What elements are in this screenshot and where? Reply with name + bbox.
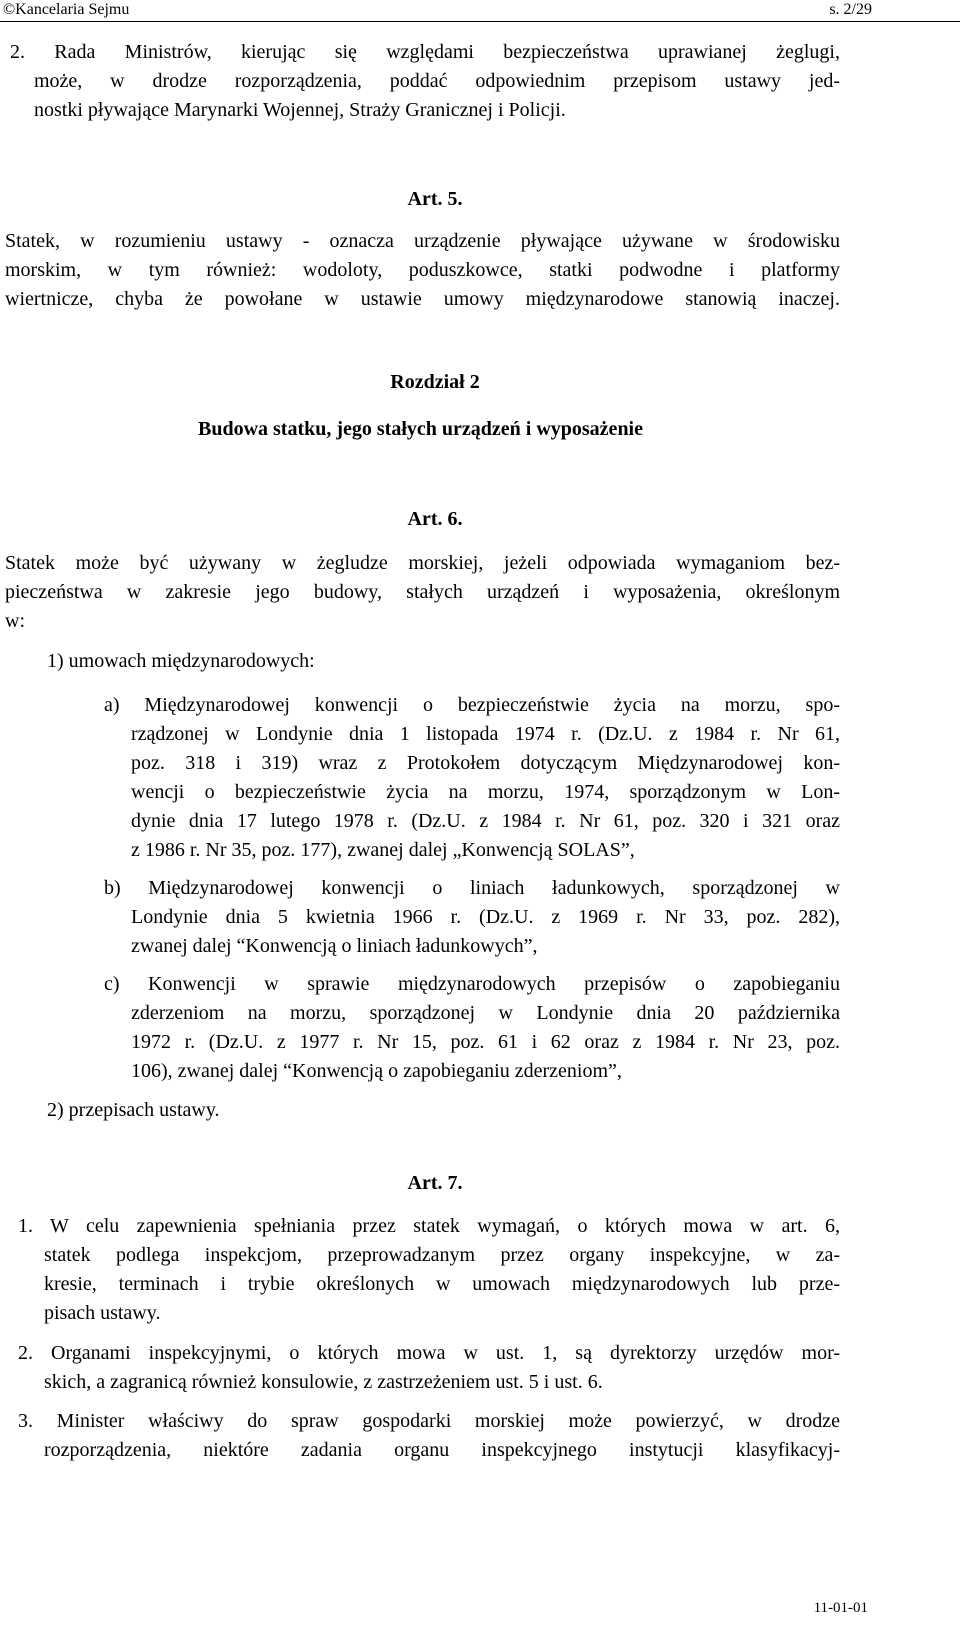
text-line: z 1986 r. Nr 35, poz. 177), zwanej dalej „Konwencją SOLAS”, — [131, 839, 635, 861]
text-line: 3. Minister właściwy do spraw gospodarki morskiej może powierzyć, w drodze — [18, 1410, 840, 1432]
text-line: 106), zwanej dalej “Konwencją o zapobieganiu zderzeniom”, — [131, 1060, 622, 1082]
text-line: zwanej dalej “Konwencją o liniach ładunkowych”, — [131, 935, 538, 957]
article-7-paragraph-1 — [18, 1212, 840, 1328]
page-header — [0, 0, 960, 24]
text-line: poz. 318 i 319) wraz z Protokołem dotyczącym Międzynarodowej kon- — [131, 752, 840, 774]
text-line: morskim, w tym również: wodoloty, poduszkowce, statki podwodne i platformy — [5, 259, 840, 281]
text-line: 1) umowach międzynarodowych: — [47, 650, 315, 672]
text-line: b) Międzynarodowej konwencji o liniach ładunkowych, sporządzonej w — [104, 877, 840, 899]
text-line: statek podlega inspekcjom, przeprowadzanym przez organy inspekcyjne, w za- — [44, 1244, 840, 1266]
text-line: 1972 r. (Dz.U. z 1977 r. Nr 15, poz. 61 i 62 oraz z 1984 r. Nr 23, poz. — [131, 1031, 840, 1053]
article-7-paragraph-3 — [18, 1407, 840, 1465]
text-line: Statek może być używany w żegludze morskiej, jeżeli odpowiada wymaganiom bez- — [5, 552, 840, 574]
text-line: c) Konwencji w sprawie międzynarodowych przepisów o zapobieganiu — [104, 973, 840, 995]
text-line: skich, a zagranicą również konsulowie, z zastrzeżeniem ust. 5 i ust. 6. — [44, 1371, 603, 1393]
copyright-label: ©Kancelaria Sejmu — [3, 1, 130, 18]
text-line: pisach ustawy. — [44, 1302, 161, 1324]
list-item-b — [104, 874, 840, 961]
text-line: pieczeństwa w zakresie jego budowy, stałych urządzeń i wyposażenia, określonym — [5, 581, 840, 603]
list-item-a — [104, 691, 840, 865]
article-7-title: Art. 7. — [407, 1172, 463, 1194]
list-item-2 — [47, 1096, 220, 1125]
text-line: wiertnicze, chyba że powołane w ustawie umowy międzynarodowe stanowią inaczej. — [5, 288, 840, 310]
article-5-title: Art. 5. — [407, 188, 463, 210]
text-line: 2) przepisach ustawy. — [47, 1099, 220, 1121]
article-6-title: Art. 6. — [407, 508, 463, 530]
article-7-paragraph-2 — [18, 1339, 840, 1397]
text-line: wencji o bezpieczeństwie życia na morzu, 1974, sporządzonym w Lon- — [131, 781, 840, 803]
footer-date: 11-01-01 — [813, 1600, 868, 1616]
header-rule — [0, 21, 960, 22]
text-line: zderzeniom na morzu, sporządzonej w Londynie dnia 20 października — [131, 1002, 840, 1024]
text-line: Statek, w rozumieniu ustawy - oznacza urządzenie pływające używane w środowisku — [5, 230, 840, 252]
chapter-subtitle: Budowa statku, jego stałych urządzeń i wyposażenie — [197, 418, 643, 440]
text-line: w: — [5, 610, 25, 632]
chapter-title: Rozdział 2 — [390, 371, 480, 393]
text-line: Londynie dnia 5 kwietnia 1966 r. (Dz.U. z 1969 r. Nr 33, poz. 282), — [131, 906, 840, 928]
text-line: 1. W celu zapewnienia spełniania przez statek wymagań, o których mowa w art. 6, — [18, 1215, 840, 1237]
paragraph-2 — [10, 38, 840, 125]
text-line: kresie, terminach i trybie określonych w umowach międzynarodowych lub prze- — [44, 1273, 840, 1295]
article-5-text — [5, 227, 840, 314]
list-item-c — [104, 970, 840, 1086]
text-line: rozporządzenia, niektóre zadania organu inspekcyjnego instytucji klasyfikacyj- — [44, 1439, 840, 1461]
text-line: dynie dnia 17 lutego 1978 r. (Dz.U. z 1984 r. Nr 61, poz. 320 i 321 oraz — [131, 810, 840, 832]
page-number: s. 2/29 — [829, 1, 872, 18]
list-item-1 — [47, 647, 315, 676]
text-line: nostki pływające Marynarki Wojennej, Straży Granicznej i Policji. — [34, 99, 566, 121]
text-line: 2. Rada Ministrów, kierując się względami bezpieczeństwa uprawianej żeglugi, — [10, 41, 840, 63]
text-line: a) Międzynarodowej konwencji o bezpieczeństwie życia na morzu, spo- — [104, 694, 840, 716]
text-line: rządzonej w Londynie dnia 1 listopada 1974 r. (Dz.U. z 1984 r. Nr 61, — [131, 723, 840, 745]
article-6-intro — [5, 549, 840, 636]
text-line: może, w drodze rozporządzenia, poddać odpowiednim przepisom ustawy jed- — [34, 70, 840, 92]
text-line: 2. Organami inspekcyjnymi, o których mowa w ust. 1, są dyrektorzy urzędów mor- — [18, 1342, 840, 1364]
